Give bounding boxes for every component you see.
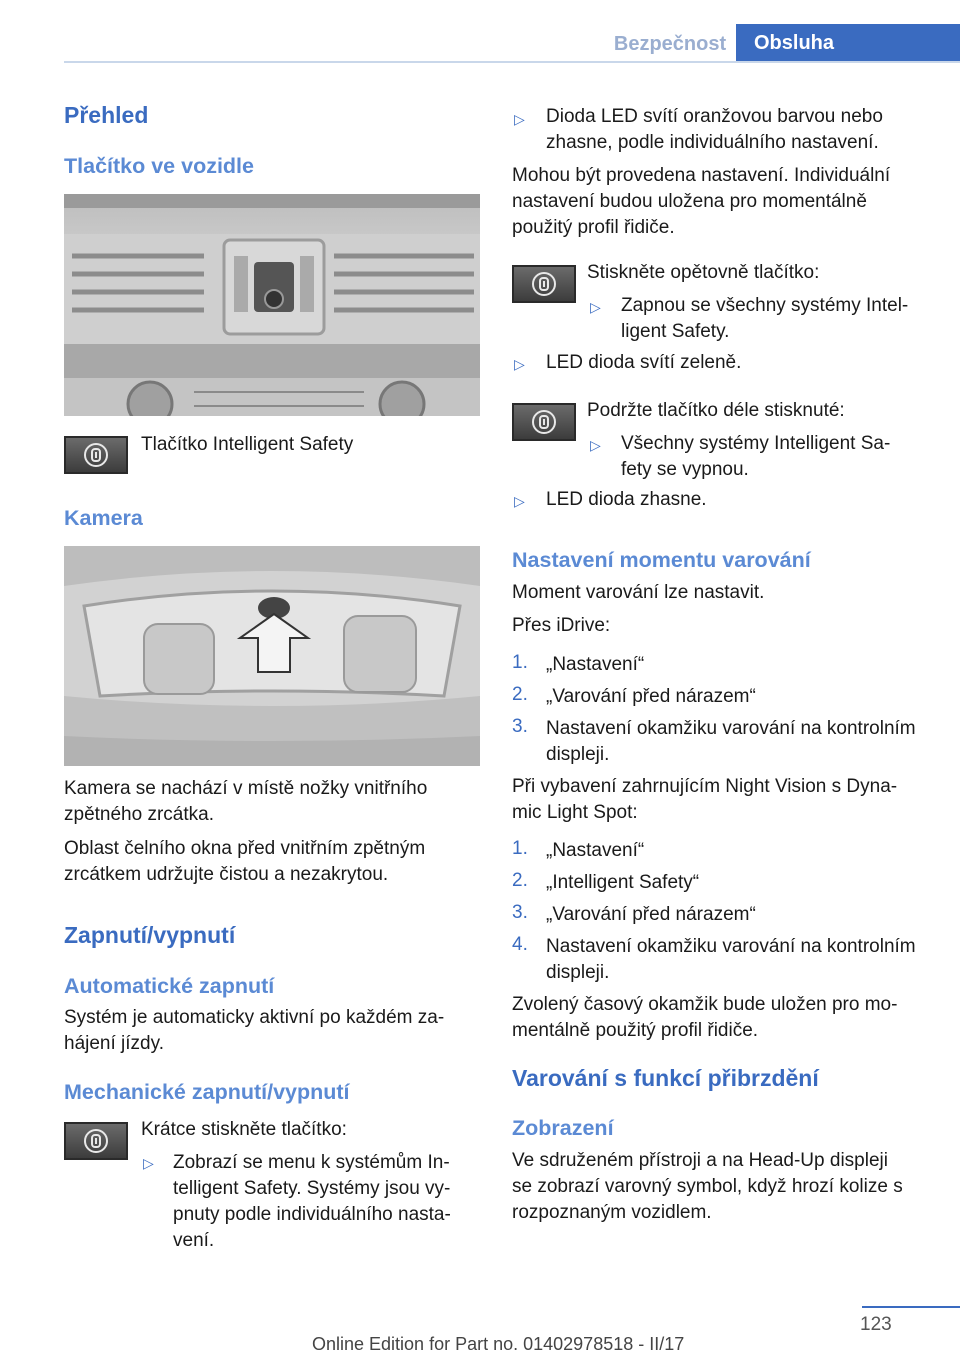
heading-prehled: Přehled — [64, 102, 149, 128]
list1-item: „Nastavení“ — [546, 654, 645, 675]
p-auto-a: Systém je automaticky aktivní po každém za‐ — [64, 1007, 445, 1028]
p-night-b: mic Light Spot: — [512, 802, 638, 823]
list2-num: 1. — [512, 838, 528, 859]
list1-num: 3. — [512, 716, 528, 737]
list1-num: 1. — [512, 652, 528, 673]
b-led1-b: zhasne, podle individuálního nastavení. — [546, 132, 879, 153]
list1-num: 2. — [512, 684, 528, 705]
heading-auto: Automatické zapnutí — [64, 974, 275, 998]
heading-zobrazeni: Zobrazení — [512, 1116, 614, 1140]
list2-item-cont: displeji. — [546, 962, 610, 983]
heading-moment: Nastavení momentu varování — [512, 548, 811, 572]
list2-item: „Varování před nárazem“ — [546, 904, 756, 925]
list2-item: „Intelligent Safety“ — [546, 872, 700, 893]
intelligent-safety-button-icon — [64, 436, 128, 474]
b-led2: LED dioda svítí zeleně. — [546, 352, 742, 373]
p-podrzte: Podržte tlačítko déle stisknuté: — [587, 400, 845, 421]
bullet-triangle-icon: ▷ — [514, 493, 525, 509]
p-nast-a: Mohou být provedena nastavení. Individuální — [512, 165, 891, 186]
heading-kamera: Kamera — [64, 506, 143, 530]
b1-b: telligent Safety. Systémy jsou vy‐ — [173, 1178, 451, 1199]
tab-bezpecnost[interactable]: Bezpečnost — [613, 33, 727, 55]
camera-windshield-photo — [64, 546, 480, 766]
list1-item: Nastavení okamžiku varování na kontrolním — [546, 718, 916, 739]
p-zobr-c: rozpoznaným vozidlem. — [512, 1202, 712, 1223]
list2-item: „Nastavení“ — [546, 840, 645, 861]
bullet-triangle-icon: ▷ — [514, 111, 525, 127]
page-number: 123 — [860, 1314, 892, 1335]
safety-button-icon-3 — [512, 403, 576, 441]
b1-d: vení. — [173, 1230, 215, 1251]
b1-a: Zobrazí se menu k systémům In‐ — [173, 1152, 450, 1173]
p-auto-b: hájení jízdy. — [64, 1033, 164, 1054]
b-zapnou-b: ligent Safety. — [621, 321, 730, 342]
bullet-triangle-icon: ▷ — [143, 1155, 154, 1171]
p-kamera-1a: Kamera se nachází v místě nožky vnitřního — [64, 778, 428, 799]
p-kratce: Krátce stiskněte tlačítko: — [141, 1119, 347, 1140]
p-stisk: Stiskněte opětovně tlačítko: — [587, 262, 820, 283]
heading-mech: Mechanické zapnutí/vypnutí — [64, 1080, 350, 1104]
p-zobr-a: Ve sdruženém přístroji a na Head-Up displeji — [512, 1150, 888, 1171]
list2-item: Nastavení okamžiku varování na kontrolním — [546, 936, 916, 957]
p-nast-b: nastavení budou uložena pro momentálně — [512, 191, 867, 212]
header-divider — [64, 61, 960, 63]
heading-varovani: Varování s funkcí přibrzdění — [512, 1065, 819, 1091]
p-zobr-b: se zobrazí varovný symbol, když hrozí kolize s — [512, 1176, 903, 1197]
list2-num: 3. — [512, 902, 528, 923]
tab-obsluha[interactable]: Obsluha — [736, 24, 960, 62]
b-led1-a: Dioda LED svítí oranžovou barvou nebo — [546, 106, 883, 127]
caption-tlacitko: Tlačítko Intelligent Safety — [141, 434, 354, 455]
p-zvoleny-a: Zvolený časový okamžik bude uložen pro mo‐ — [512, 994, 898, 1015]
p-kamera-1b: zpětného zrcátka. — [64, 804, 214, 825]
safety-button-icon-2 — [512, 265, 576, 303]
heading-zapnuti: Zapnutí/vypnutí — [64, 922, 236, 948]
p-nast-c: použitý profil řidiče. — [512, 217, 675, 238]
heading-tlacitko: Tlačítko ve vozidle — [64, 154, 254, 178]
bullet-triangle-icon: ▷ — [514, 356, 525, 372]
footer-divider — [862, 1306, 960, 1308]
dashboard-button-photo — [64, 194, 480, 416]
p-idrive: Přes iDrive: — [512, 615, 611, 636]
list2-num: 4. — [512, 934, 528, 955]
p-kamera-2b: zrcátkem udržujte čistou a nezakrytou. — [64, 864, 389, 885]
p-night-a: Při vybavení zahrnujícím Night Vision s Dyna‐ — [512, 776, 898, 797]
b-vsechny-a: Všechny systémy Intelligent Sa‐ — [621, 433, 891, 454]
p-moment: Moment varování lze nastavit. — [512, 582, 765, 603]
safety-button-icon-1 — [64, 1122, 128, 1160]
b-zapnou-a: Zapnou se všechny systémy Intel‐ — [621, 295, 909, 316]
p-zvoleny-b: mentálně použitý profil řidiče. — [512, 1020, 759, 1041]
bullet-triangle-icon: ▷ — [590, 299, 601, 315]
list1-item-cont: displeji. — [546, 744, 610, 765]
b-vsechny-b: fety se vypnou. — [621, 459, 749, 480]
list1-item: „Varování před nárazem“ — [546, 686, 756, 707]
b1-c: pnuty podle individuálního nasta‐ — [173, 1204, 451, 1225]
b-led3: LED dioda zhasne. — [546, 489, 707, 510]
bullet-triangle-icon: ▷ — [590, 437, 601, 453]
list2-num: 2. — [512, 870, 528, 891]
footer-edition: Online Edition for Part no. 01402978518 - II/17 — [312, 1334, 685, 1354]
p-kamera-2a: Oblast čelního okna před vnitřním zpětným — [64, 838, 426, 859]
